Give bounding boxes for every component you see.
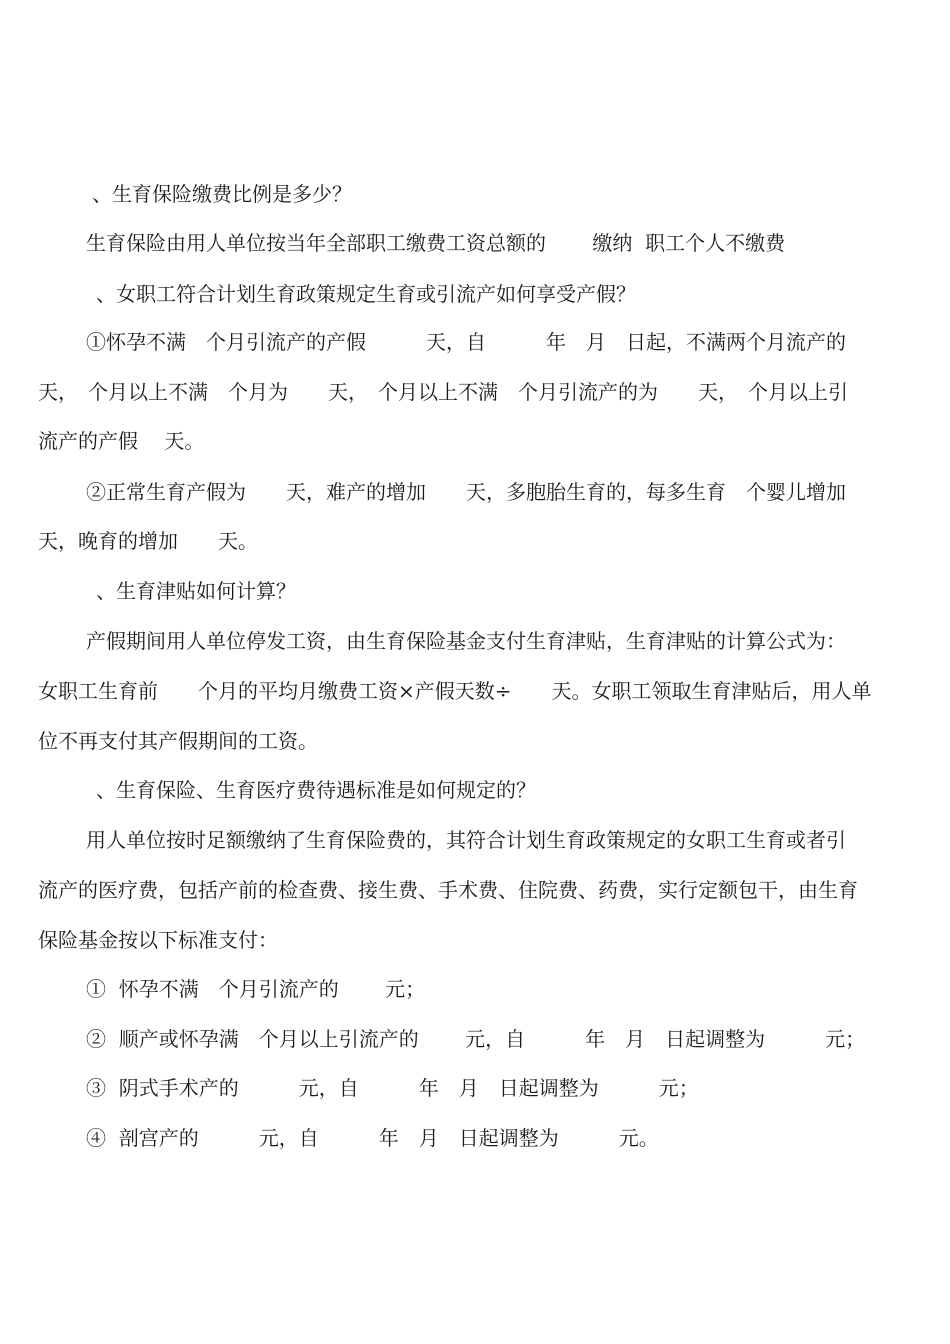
- paragraph-line: 位不再支付其产假期间的工资。: [38, 729, 318, 753]
- paragraph-line: ①怀孕不满 个月引流产的产假 天，自 年 月 日起，不满两个月流产的: [86, 330, 846, 354]
- question-2-heading: 、女职工符合计划生育政策规定生育或引流产如何享受产假？: [96, 282, 636, 306]
- paragraph-line: 产假期间用人单位停发工资，由生育保险基金支付生育津贴，生育津贴的计算公式为：: [86, 629, 846, 653]
- paragraph-line: 保险基金按以下标准支付：: [38, 928, 278, 952]
- paragraph-line: 流产的医疗费，包括产前的检查费、接生费、手术费、住院费、药费，实行定额包干，由生育: [38, 878, 858, 902]
- list-item: ① 怀孕不满 个月引流产的 元；: [86, 977, 426, 1001]
- paragraph-line: 女职工生育前 个月的平均月缴费工资×产假天数÷ 天。女职工领取生育津贴后，用人单: [38, 679, 872, 703]
- paragraph-line: 天， 个月以上不满 个月为 天， 个月以上不满 个月引流产的为 天， 个月以上引: [38, 380, 848, 404]
- list-item: ④ 剖宫产的 元，自 年 月 日起调整为 元。: [86, 1126, 659, 1150]
- paragraph-line: 生育保险由用人单位按当年全部职工缴费工资总额的 缴纳 职工个人不缴费: [86, 231, 786, 255]
- paragraph-line: 流产的产假 天。: [38, 429, 205, 453]
- paragraph-line: ②正常生育产假为 天，难产的增加 天，多胞胎生育的，每多生育 个婴儿增加: [86, 480, 846, 504]
- list-item: ③ 阴式手术产的 元，自 年 月 日起调整为 元；: [86, 1076, 699, 1100]
- paragraph-line: 天，晚育的增加 天。: [38, 529, 258, 553]
- list-item: ② 顺产或怀孕满 个月以上引流产的 元，自 年 月 日起调整为 元；: [86, 1027, 866, 1051]
- question-1-heading: 、生育保险缴费比例是多少？: [92, 182, 352, 206]
- paragraph-line: 用人单位按时足额缴纳了生育保险费的，其符合计划生育政策规定的女职工生育或者引: [86, 828, 846, 852]
- question-4-heading: 、生育保险、生育医疗费待遇标准是如何规定的？: [96, 778, 536, 802]
- question-3-heading: 、生育津贴如何计算？: [96, 579, 296, 603]
